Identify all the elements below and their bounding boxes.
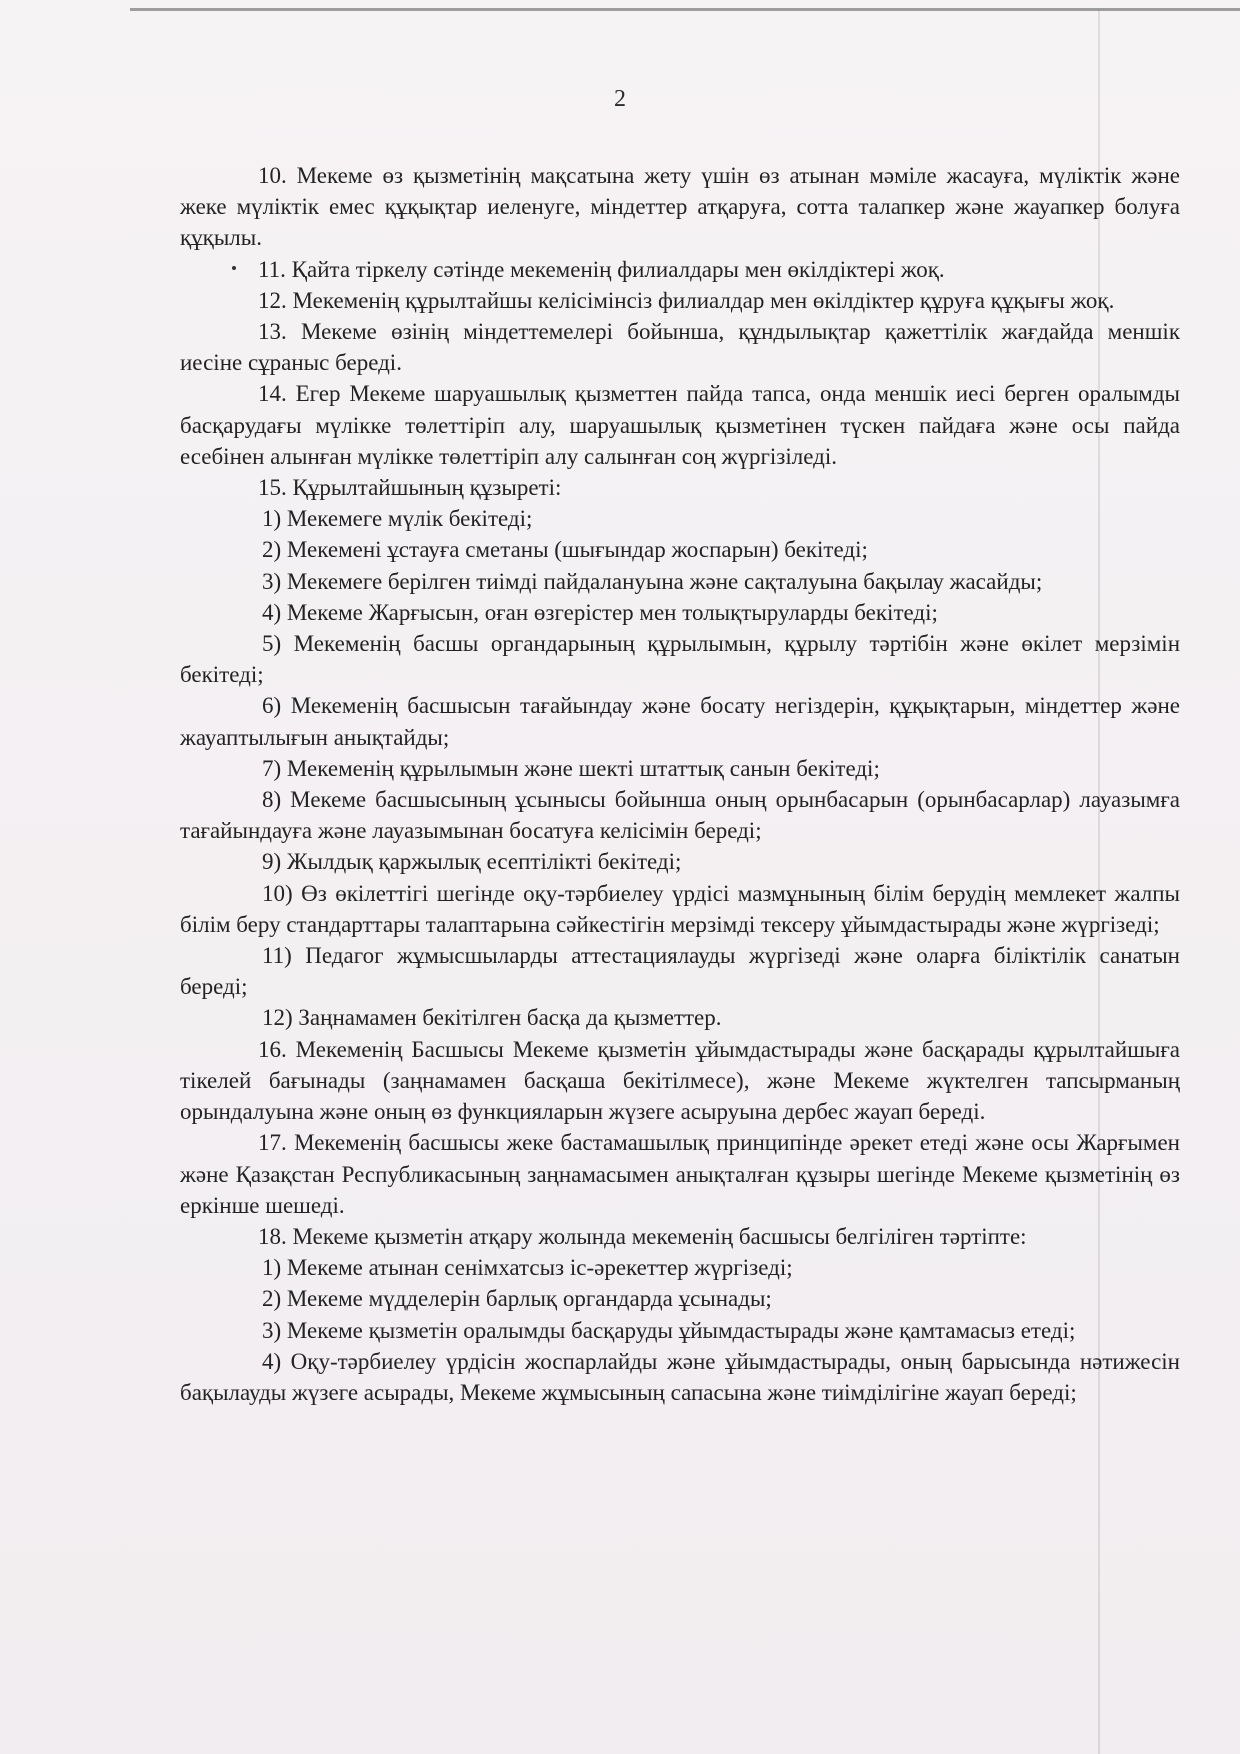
- founder-power-10: 10) Өз өкілеттігі шегінде оқу-тәрбиелеу үрдісі мазмұнының білім берудің мемлекет жалпы білім беру стандарттары талаптарына сәйкестігін мерзімді тексеру ұйымдастырады және жүргізеді;: [180, 880, 1180, 937]
- founder-power-4: 4) Мекеме Жарғысын, оған өзгерістер мен толықтыруларды бекітеді;: [262, 599, 938, 625]
- paragraph-10: 10. Мекеме өз қызметінің мақсатына жету үшін өз атынан мәміле жасауға, мүліктік және жеке мүліктік емес құқықтар иеленуге, міндеттер атқаруға, сотта талапкер және жауапкер болуға құқылы.: [180, 163, 1180, 251]
- paragraph-11: 11. Қайта тіркелу сәтінде мекеменің филиалдары мен өкілдіктері жоқ.: [258, 256, 945, 282]
- founder-power-12: 12) Заңнамамен бекітілген басқа да қызметтер.: [262, 1005, 722, 1031]
- paragraph-18-heading: 18. Мекеме қызметін атқару жолында мекеменің басшысы белгіліген тәртіпте:: [258, 1223, 1027, 1249]
- founder-power-11: 11) Педагог жұмысшыларды аттестациялауды жүргізеді және оларға біліктілік санатын береді;: [180, 943, 1180, 1000]
- director-duty-4: 4) Оқу-тәрбиелеу үрдісін жоспарлайды және ұйымдастырады, оның барысында нәтижесін бақылауды жүзеге асырады, Мекеме жұмысының сапасына және тиімділігіне жауап береді;: [180, 1348, 1180, 1405]
- founder-power-2: 2) Мекемені ұстауға сметаны (шығындар жоспарын) бекітеді;: [262, 537, 868, 563]
- director-duty-3: 3) Мекеме қызметін оралымды басқаруды ұйымдастырады және қамтамасыз етеді;: [262, 1317, 1076, 1343]
- director-duty-1: 1) Мекеме атынан сенімхатсыз іс-әрекеттер жүргізеді;: [262, 1255, 793, 1281]
- founder-power-8: 8) Мекеме басшысының ұсынысы бойынша оның орынбасарын (орынбасарлар) лауазымға тағайындауға және лауазымынан босатуға келісімін береді;: [180, 787, 1180, 844]
- founder-power-5: 5) Мекеменің басшы органдарының құрылымын, құрылу тәртібін және өкілет мерзімін бекітеді;: [180, 631, 1180, 688]
- founder-power-9: 9) Жылдық қаржылық есептілікті бекітеді;: [262, 849, 682, 875]
- founder-power-7: 7) Мекеменің құрылымын және шекті штаттық санын бекітеді;: [262, 755, 880, 781]
- scan-top-edge: [130, 8, 1240, 11]
- paragraph-16: 16. Мекеменің Басшысы Мекеме қызметін ұйымдастырады және басқарады құрылтайшыға тікелей бағынады (заңнамамен басқаша бекітілмесе), және Мекеме жүктелген тапсырманың орындалуына және оның өз функцияларын жүзеге асыруына дербес жауап береді.: [180, 1036, 1180, 1125]
- founder-power-3: 3) Мекемеге берілген тиімді пайдалануына және сақталуына бақылау жасайды;: [262, 568, 1043, 594]
- director-duty-2: 2) Мекеме мүдделерін барлық органдарда ұсынады;: [262, 1286, 772, 1312]
- page-number: 2: [614, 86, 626, 112]
- paragraph-17: 17. Мекеменің басшысы жеке бастамашылық принципінде әрекет етеді және осы Жарғымен және Қазақстан Республикасының заңнамасымен анықталған құзыры шегінде Мекеме қызметінің өз еркінше шешеді.: [180, 1130, 1180, 1218]
- founder-power-1: 1) Мекемеге мүлік бекітеді;: [262, 506, 533, 532]
- paragraph-13: 13. Мекеме өзінің міндеттемелері бойынша, құндылықтар қажеттілік жағдайда меншік иесіне сұраныс береді.: [180, 319, 1180, 376]
- paragraph-14: 14. Егер Мекеме шаруашылық қызметтен пайда тапса, онда меншік иесі берген оралымды басқарудағы мүлікке төлеттіріп алу, шаруашылық қызметінен түскен пайдаға және осы пайда есебінен алынған мүлікке төлеттіріп алу салынған соң жүргізіледі.: [180, 381, 1180, 469]
- document-body: [180, 160, 1180, 1408]
- founder-power-6: 6) Мекеменің басшысын тағайындау және босату негіздерін, құқықтарын, міндеттер және жауаптылығын анықтайды;: [180, 693, 1180, 750]
- paragraph-12: 12. Мекеменің құрылтайшы келісімінсіз филиалдар мен өкілдіктер құруға құқығы жоқ.: [258, 287, 1115, 313]
- paragraph-15-heading: 15. Құрылтайшының құзыреті:: [258, 475, 562, 501]
